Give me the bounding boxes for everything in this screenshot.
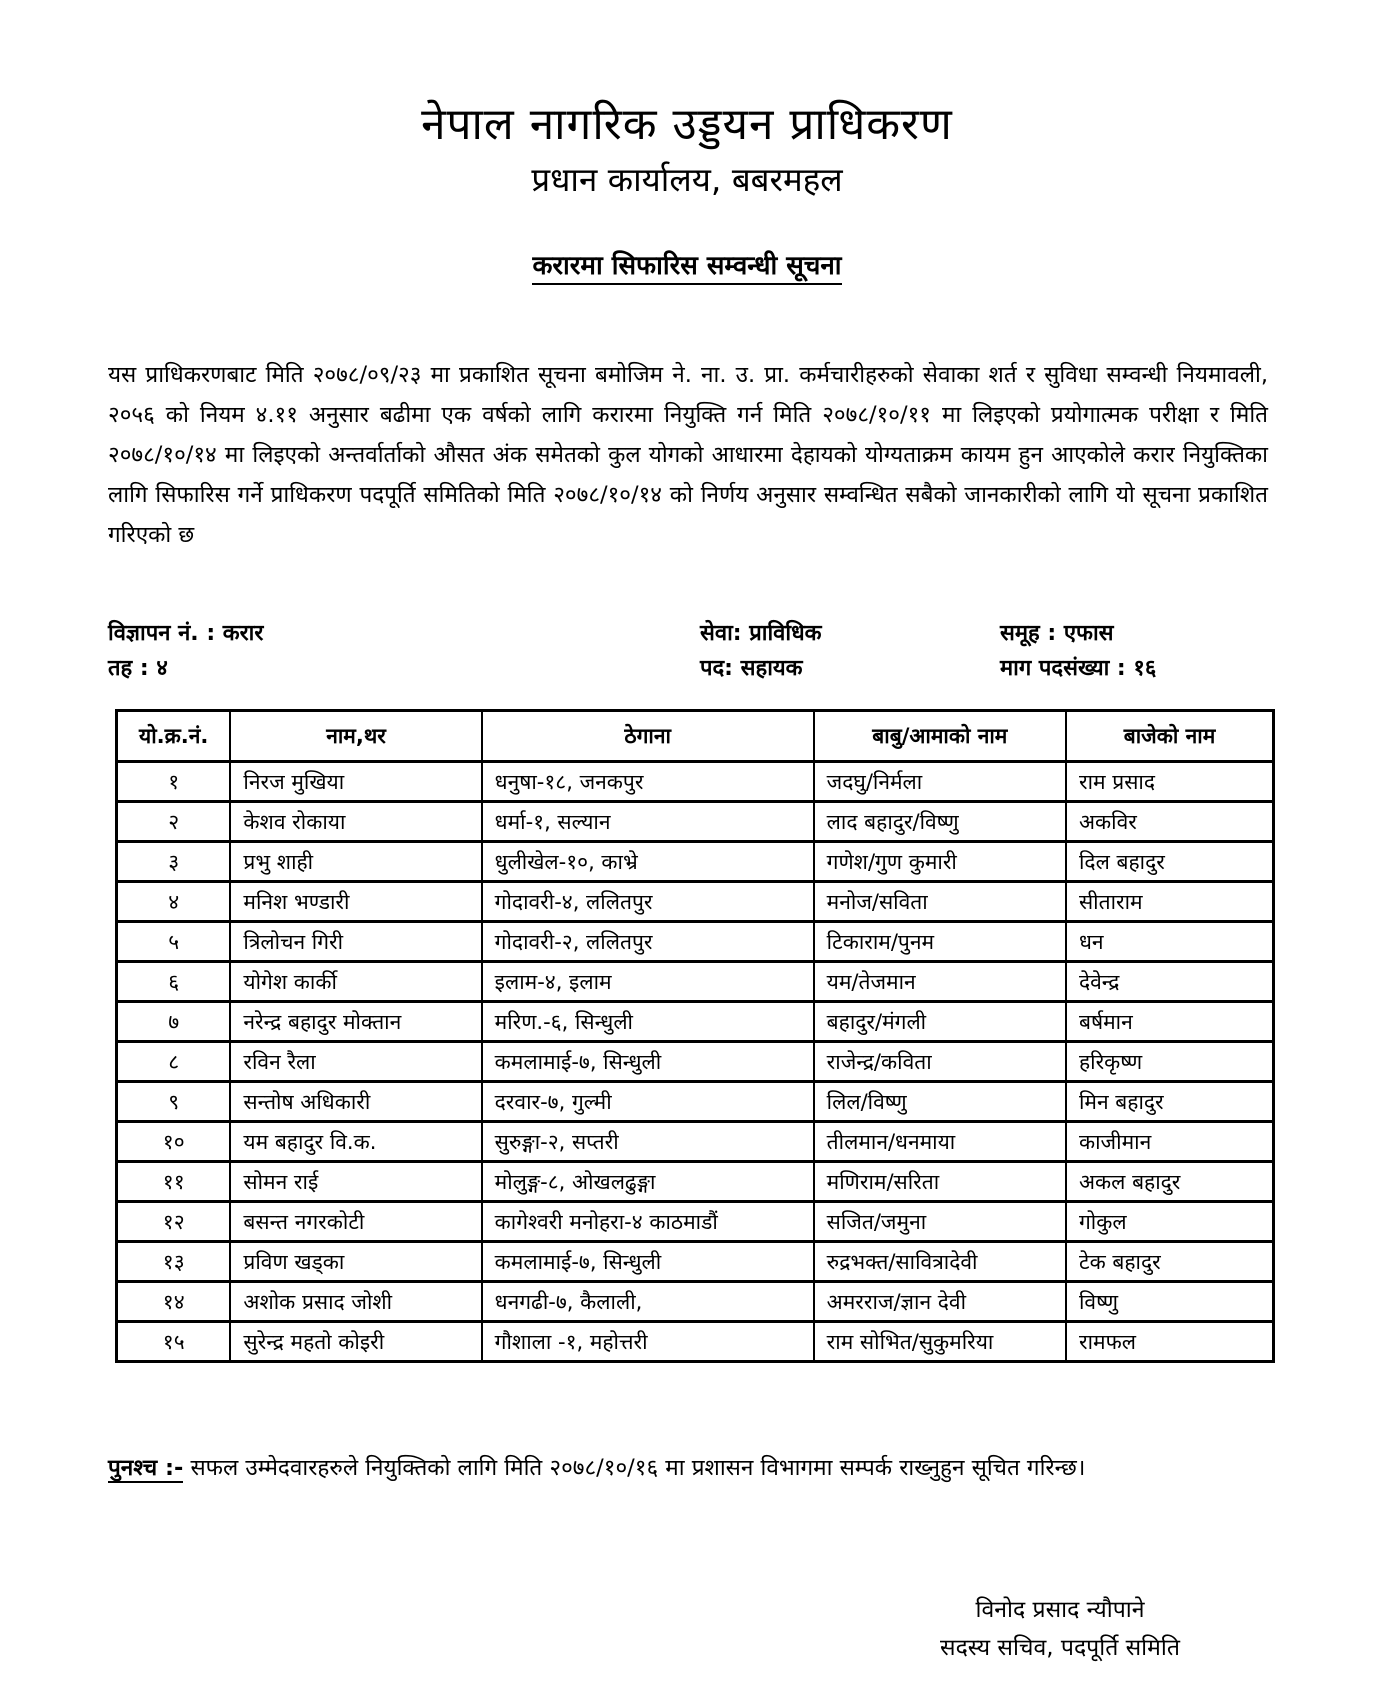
cell-address: मोलुङ्ग-८, ओखलढुङ्गा	[482, 1162, 814, 1202]
table-row	[117, 962, 1274, 1002]
cell-grandfather: दिल बहादुर	[1066, 842, 1274, 882]
cell-grandfather: बर्षमान	[1066, 1002, 1274, 1042]
cell-name: सुरेन्द्र महतो कोइरी	[230, 1322, 481, 1362]
cell-parents: यम/तेजमान	[814, 962, 1066, 1002]
cell-address: धुलीखेल-१०, काभ्रे	[482, 842, 814, 882]
cell-sn: २	[117, 802, 231, 842]
notice-heading-text: करारमा सिफारिस सम्वन्धी सूचना	[532, 251, 841, 285]
table-row	[117, 1322, 1274, 1362]
cell-address: गौशाला -१, महोत्तरी	[482, 1322, 814, 1362]
cell-name: मनिश भण्डारी	[230, 882, 481, 922]
postscript-text: सफल उम्मेदवारहरुले नियुक्तिको लागि मिति २०७८/१०/१६ मा प्रशासन विभागमा सम्पर्क राख्नुहुन सूचित गरिन्छ।	[183, 1455, 1086, 1481]
table-body	[117, 762, 1274, 1362]
table-row	[117, 1242, 1274, 1282]
cell-name: अशोक प्रसाद जोशी	[230, 1282, 481, 1322]
cell-parents: जदघु/निर्मला	[814, 762, 1066, 802]
postscript-label: पुनश्च :-	[108, 1455, 184, 1481]
cell-name: नरेन्द्र बहादुर मोक्तान	[230, 1002, 481, 1042]
signatory-designation: सदस्य सचिव, पदपूर्ति समिति	[940, 1635, 1180, 1661]
cell-address: दरवार-७, गुल्मी	[482, 1082, 814, 1122]
cell-name: निरज मुखिया	[230, 762, 481, 802]
cell-grandfather: गोकुल	[1066, 1202, 1274, 1242]
cell-sn: १५	[117, 1322, 231, 1362]
table-row	[117, 1082, 1274, 1122]
cell-parents: मनोज/सविता	[814, 882, 1066, 922]
cell-sn: ९	[117, 1082, 231, 1122]
cell-address: धर्मा-१, सल्यान	[482, 802, 814, 842]
cell-sn: ७	[117, 1002, 231, 1042]
cell-address: धनगढी-७, कैलाली,	[482, 1282, 814, 1322]
post: पद: सहायक	[700, 656, 803, 681]
cell-name: त्रिलोचन गिरी	[230, 922, 481, 962]
demand-count: माग पदसंख्या : १६	[1000, 656, 1157, 681]
table-row	[117, 1122, 1274, 1162]
table-row	[117, 1042, 1274, 1082]
cell-name: प्रविण खड्का	[230, 1242, 481, 1282]
service: सेवा: प्राविधिक	[700, 621, 822, 646]
cell-sn: १२	[117, 1202, 231, 1242]
cell-grandfather: राम प्रसाद	[1066, 762, 1274, 802]
table-row	[117, 1162, 1274, 1202]
cell-sn: १०	[117, 1122, 231, 1162]
cell-grandfather: धन	[1066, 922, 1274, 962]
cell-address: कमलामाई-७, सिन्धुली	[482, 1042, 814, 1082]
cell-sn: ८	[117, 1042, 231, 1082]
cell-sn: ११	[117, 1162, 231, 1202]
group: समूह : एफास	[1000, 621, 1114, 646]
cell-name: योगेश कार्की	[230, 962, 481, 1002]
cell-address: इलाम-४, इलाम	[482, 962, 814, 1002]
cell-grandfather: अकल बहादुर	[1066, 1162, 1274, 1202]
level: तह : ४	[108, 656, 168, 681]
cell-sn: १४	[117, 1282, 231, 1322]
cell-parents: रुद्रभक्त/सावित्रादेवी	[814, 1242, 1066, 1282]
cell-grandfather: विष्णु	[1066, 1282, 1274, 1322]
cell-parents: राजेन्द्र/कविता	[814, 1042, 1066, 1082]
cell-grandfather: रामफल	[1066, 1322, 1274, 1362]
cell-parents: बहादुर/मंगली	[814, 1002, 1066, 1042]
table-row	[117, 842, 1274, 882]
cell-grandfather: अकविर	[1066, 802, 1274, 842]
cell-sn: ४	[117, 882, 231, 922]
cell-sn: ३	[117, 842, 231, 882]
cell-address: धनुषा-१८, जनकपुर	[482, 762, 814, 802]
signatory-name: विनोद प्रसाद न्यौपाने	[975, 1597, 1145, 1623]
column-header: यो.क्र.नं.	[117, 711, 231, 762]
recommendation-table	[115, 709, 1275, 1363]
cell-name: सन्तोष अधिकारी	[230, 1082, 481, 1122]
table-row	[117, 1202, 1274, 1242]
cell-name: केशव रोकाया	[230, 802, 481, 842]
cell-parents: लाद बहादुर/विष्णु	[814, 802, 1066, 842]
cell-address: मरिण.-६, सिन्धुली	[482, 1002, 814, 1042]
cell-address: गोदावरी-४, ललितपुर	[482, 882, 814, 922]
cell-parents: लिल/विष्णु	[814, 1082, 1066, 1122]
cell-address: सुरुङ्गा-२, सप्तरी	[482, 1122, 814, 1162]
table-row	[117, 1002, 1274, 1042]
cell-grandfather: टेक बहादुर	[1066, 1242, 1274, 1282]
cell-parents: टिकाराम/पुनम	[814, 922, 1066, 962]
column-header: ठेगाना	[482, 711, 814, 762]
cell-name: प्रभु शाही	[230, 842, 481, 882]
column-header: बाबु/आमाको नाम	[814, 711, 1066, 762]
postscript	[108, 1448, 1268, 1488]
cell-parents: राम सोभित/सुकुमरिया	[814, 1322, 1066, 1362]
table-row	[117, 1282, 1274, 1322]
cell-name: रविन रैला	[230, 1042, 481, 1082]
cell-parents: सजित/जमुना	[814, 1202, 1066, 1242]
cell-address: गोदावरी-२, ललितपुर	[482, 922, 814, 962]
notice-heading	[0, 246, 1374, 282]
cell-grandfather: काजीमान	[1066, 1122, 1274, 1162]
cell-name: सोमन राई	[230, 1162, 481, 1202]
column-header: बाजेको नाम	[1066, 711, 1274, 762]
cell-sn: ५	[117, 922, 231, 962]
office-subtitle: प्रधान कार्यालय, बबरमहल	[531, 160, 843, 199]
cell-grandfather: मिन बहादुर	[1066, 1082, 1274, 1122]
table-row	[117, 802, 1274, 842]
column-header: नाम,थर	[230, 711, 481, 762]
cell-name: यम बहादुर वि.क.	[230, 1122, 481, 1162]
body-paragraph: यस प्राधिकरणबाट मिति २०७८/०९/२३ मा प्रकाशित सूचना बमोजिम ने. ना. उ. प्रा. कर्मचारीहरुको सेवाका शर्त र सुविधा सम्वन्धी नियमावली, २०५६ को नियम ४.११ अनुसार बढीमा एक वर्षको लागि करारमा नियुक्ति गर्न मिति २०७८/१०/११ मा लिइएको प्रयोगात्मक परीक्षा र मिति २०७८/१०/१४ मा लिइएको अन्तर्वार्ताको औसत अंक समेतको कुल योगको आधारमा देहायको योग्यताक्रम कायम हुन आएकोले करार नियुक्तिका लागि सिफारिस गर्ने प्राधिकरण पदपूर्ति समितिको मिति २०७८/१०/१४ को निर्णय अनुसार सम्वन्धित सबैको जानकारीको लागि यो सूचना प्रकाशित गरिएको छ	[108, 362, 1268, 548]
table-row	[117, 882, 1274, 922]
table-row	[117, 922, 1274, 962]
cell-parents: गणेश/गुण कुमारी	[814, 842, 1066, 882]
cell-address: कमलामाई-७, सिन्धुली	[482, 1242, 814, 1282]
advertisement-number: विज्ञापन नं. : करार	[108, 621, 264, 646]
table-header-row	[117, 711, 1274, 762]
cell-grandfather: देवेन्द्र	[1066, 962, 1274, 1002]
table-row	[117, 762, 1274, 802]
cell-address: कागेश्वरी मनोहरा-४ काठमाडौं	[482, 1202, 814, 1242]
cell-name: बसन्त नगरकोटी	[230, 1202, 481, 1242]
cell-parents: तीलमान/धनमाया	[814, 1122, 1066, 1162]
cell-grandfather: हरिकृष्ण	[1066, 1042, 1274, 1082]
cell-parents: अमरराज/ज्ञान देवी	[814, 1282, 1066, 1322]
cell-parents: मणिराम/सरिता	[814, 1162, 1066, 1202]
cell-sn: ६	[117, 962, 231, 1002]
cell-grandfather: सीताराम	[1066, 882, 1274, 922]
cell-sn: १३	[117, 1242, 231, 1282]
organization-title: नेपाल नागरिक उड्डयन प्राधिकरण	[421, 99, 953, 150]
cell-sn: १	[117, 762, 231, 802]
